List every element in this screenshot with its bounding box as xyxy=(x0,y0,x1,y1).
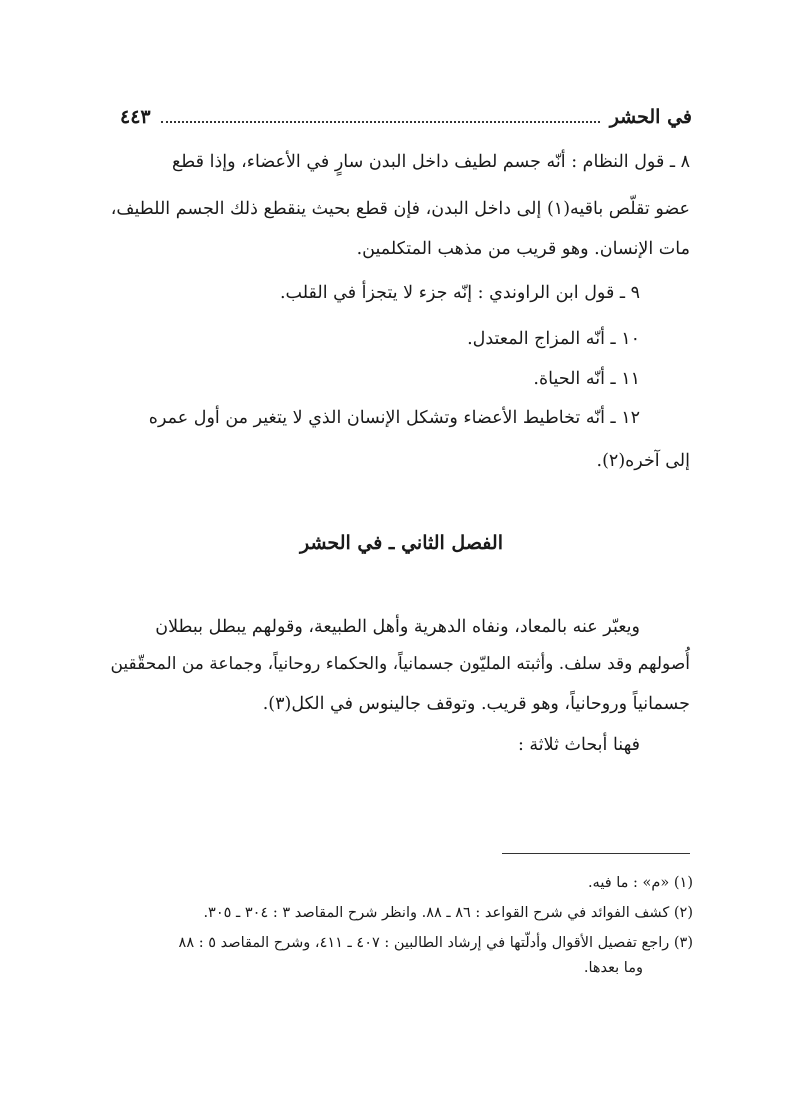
paragraph-12-line-2: إلى آخره(٢). xyxy=(596,451,690,471)
chapter-heading: الفصل الثاني ـ في الحشر xyxy=(300,532,503,554)
running-header xyxy=(120,106,692,136)
paragraph-8-line-2: عضو تقلّص باقيه(١) إلى داخل البدن، فإن قطع بحيث ينقطع ذلك الجسم اللطيف، xyxy=(110,199,690,219)
footnote-3-line-1: (٣) راجع تفصيل الأقوال وأدلّتها في إرشاد الطالبين : ٤٠٧ ـ ٤١١، وشرح المقاصد ٥ : ٨٨ xyxy=(178,935,693,951)
paragraph-9: ٩ ـ قول ابن الراوندي : إنّه جزء لا يتجزأ في القلب. xyxy=(279,283,640,303)
section-2-line-2: أُصولهم وقد سلف. وأثبته المليّون جسمانياً، والحكماء روحانياً، وجماعة من المحقّقين xyxy=(110,654,690,674)
paragraph-8-line-1: ٨ ـ قول النظام : أنّه جسم لطيف داخل البدن سارٍ في الأعضاء، وإذا قطع xyxy=(171,152,690,172)
page-number: ٤٤٣ xyxy=(120,106,151,128)
paragraph-10: ١٠ ـ أنّه المزاج المعتدل. xyxy=(467,329,640,349)
footnote-3-line-2: وما بعدها. xyxy=(583,960,643,976)
paragraph-8-line-3: مات الإنسان. وهو قريب من مذهب المتكلمين. xyxy=(356,239,690,259)
section-2-line-1: ويعبّر عنه بالمعاد، ونفاه الدهرية وأهل الطبيعة، وقولهم يبطل ببطلان xyxy=(155,617,640,637)
running-header-title: في الحشر xyxy=(609,106,692,128)
header-dot-leader xyxy=(161,121,600,123)
footnote-separator xyxy=(502,853,690,854)
footnote-2: (٢) كشف الفوائد في شرح القواعد : ٨٦ ـ ٨٨. وانظر شرح المقاصد ٣ : ٣٠٤ ـ ٣٠٥. xyxy=(203,905,693,921)
paragraph-12-line-1: ١٢ ـ أنّه تخاطيط الأعضاء وتشكل الإنسان الذي لا يتغير من أول عمره xyxy=(148,408,640,428)
paragraph-11: ١١ ـ أنّه الحياة. xyxy=(533,369,640,389)
footnote-1: (١) «م» : ما فيه. xyxy=(587,875,693,891)
section-2-line-4: فهنا أبحاث ثلاثة : xyxy=(517,735,640,755)
section-2-line-3: جسمانياً وروحانياً، وهو قريب. وتوقف جالينوس في الكل(٣). xyxy=(262,694,690,714)
